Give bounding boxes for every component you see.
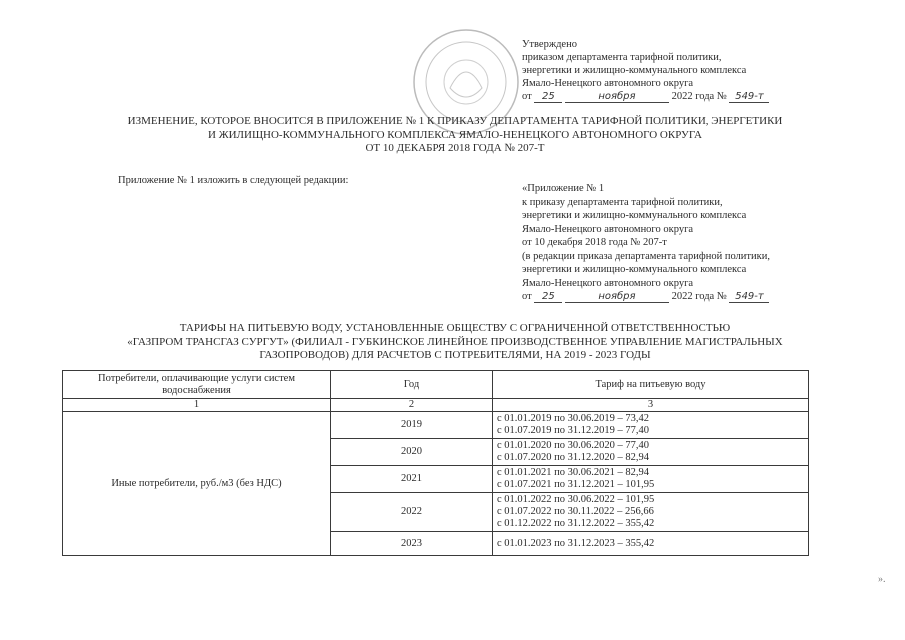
- header-consumers: Потребители, оплачивающие услуги систем водоснабжения: [63, 371, 331, 399]
- approval-line: энергетики и жилищно-коммунального комплекса: [522, 65, 747, 76]
- tariff-period: с 01.01.2019 по 30.06.2019 – 73,42: [497, 413, 650, 424]
- annex-line: (в редакции приказа департамента тарифной политики,: [522, 250, 770, 262]
- approval-date-line: [522, 90, 852, 103]
- heading-line: ОТ 10 ДЕКАБРЯ 2018 ГОДА № 207-Т: [365, 142, 545, 154]
- year-cell: 2020: [331, 439, 493, 466]
- approval-line: приказом департамента тарифной политики,: [522, 52, 722, 63]
- annex-line: Ямало-Ненецкого автономного округа: [522, 277, 694, 289]
- header-year: Год: [331, 371, 493, 399]
- annex-line: энергетики и жилищно-коммунального комплекса: [522, 210, 747, 221]
- tariff-title-line: ГАЗОПРОВОДОВ) ДЛЯ РАСЧЕТОВ С ПОТРЕБИТЕЛЯМИ, НА 2019 - 2023 ГОДЫ: [259, 349, 651, 361]
- annex-date-day: 25: [534, 291, 562, 303]
- annex-block: [522, 182, 770, 304]
- tariff-title-line: «ГАЗПРОМ ТРАНСГАЗ СУРГУТ» (ФИЛИАЛ - ГУБКИНСКОЕ ЛИНЕЙНОЕ ПРОИЗВОДСТВЕННОЕ УПРАВЛЕНИЕ МАГИСТРАЛЬНЫХ: [127, 335, 783, 348]
- annex-date-line: [522, 290, 770, 304]
- tariff-period: с 01.12.2022 по 31.12.2022 – 355,42: [497, 518, 655, 529]
- closing-mark: ».: [878, 574, 886, 585]
- year-cell: 2021: [331, 466, 493, 493]
- tariff-period: с 01.01.2022 по 30.06.2022 – 101,95: [497, 494, 655, 505]
- tariff-period: с 01.01.2021 по 30.06.2021 – 82,94: [497, 467, 650, 478]
- tariff-cell: [493, 493, 809, 532]
- tariff-period: с 01.07.2022 по 30.11.2022 – 256,66: [497, 506, 654, 517]
- approval-date-month: ноября: [565, 91, 669, 103]
- tariff-cell: [493, 439, 809, 466]
- annex-line: энергетики и жилищно-коммунального комплекса: [522, 264, 747, 275]
- year-cell: 2022: [331, 493, 493, 532]
- annex-line: к приказу департамента тарифной политики,: [522, 196, 723, 208]
- consumer-cell: Иные потребители, руб./м3 (без НДС): [63, 412, 331, 556]
- tariff-period: с 01.07.2021 по 31.12.2021 – 101,95: [497, 479, 655, 490]
- year-cell: 2019: [331, 412, 493, 439]
- approval-number: 549-т: [729, 91, 769, 103]
- tariff-title: [40, 322, 870, 363]
- approval-date-prefix: от: [522, 91, 532, 102]
- table-header-row: [63, 371, 809, 399]
- annex-line: Ямало-Ненецкого автономного округа: [522, 223, 694, 235]
- approval-line: Утверждено: [522, 39, 577, 50]
- table-number-row: [63, 399, 809, 412]
- heading-line: И ЖИЛИЩНО-КОММУНАЛЬНОГО КОМПЛЕКСА ЯМАЛО-НЕНЕЦКОГО АВТОНОМНОГО ОКРУГА: [208, 128, 702, 141]
- tariff-cell: [493, 466, 809, 493]
- approval-date-day: 25: [534, 91, 562, 103]
- intro-text: Приложение № 1 изложить в следующей редакции:: [118, 175, 349, 186]
- approval-line: Ямало-Ненецкого автономного округа: [522, 78, 694, 89]
- tariff-period: с 01.07.2020 по 31.12.2020 – 82,94: [497, 452, 650, 463]
- heading-line: ИЗМЕНЕНИЕ, КОТОРОЕ ВНОСИТСЯ В ПРИЛОЖЕНИЕ № 1 К ПРИКАЗУ ДЕПАРТАМЕНТА ТАРИФНОЙ ПОЛИТИКИ, ЭНЕРГЕТИКИ: [127, 115, 783, 127]
- tariff-period: с 01.07.2019 по 31.12.2019 – 77,40: [497, 425, 650, 436]
- approval-date-year: 2022 года №: [671, 91, 727, 102]
- tariff-cell: [493, 532, 809, 556]
- tariff-cell: [493, 412, 809, 439]
- annex-number: 549-т: [729, 291, 769, 303]
- tariff-period: с 01.01.2020 по 30.06.2020 – 77,40: [497, 440, 650, 451]
- column-number: 3: [493, 399, 809, 412]
- annex-date-month: ноября: [565, 291, 669, 303]
- annex-date-prefix: от: [522, 291, 532, 302]
- tariff-title-line: ТАРИФЫ НА ПИТЬЕВУЮ ВОДУ, УСТАНОВЛЕННЫЕ ОБЩЕСТВУ С ОГРАНИЧЕННОЙ ОТВЕТСТВЕННОСТЬЮ: [179, 322, 731, 334]
- annex-date-year: 2022 года №: [671, 291, 727, 302]
- tariff-table: [62, 370, 809, 556]
- annex-line: «Приложение № 1: [522, 183, 605, 194]
- column-number: 1: [63, 399, 331, 412]
- annex-line: от 10 декабря 2018 года № 207-т: [522, 237, 667, 248]
- column-number: 2: [331, 399, 493, 412]
- table-row: [63, 412, 809, 439]
- year-cell: 2023: [331, 532, 493, 556]
- amendment-heading: [40, 115, 870, 156]
- header-tariff: Тариф на питьевую воду: [493, 371, 809, 399]
- approval-block: [522, 38, 852, 103]
- tariff-period: с 01.01.2023 по 31.12.2023 – 355,42: [497, 537, 655, 549]
